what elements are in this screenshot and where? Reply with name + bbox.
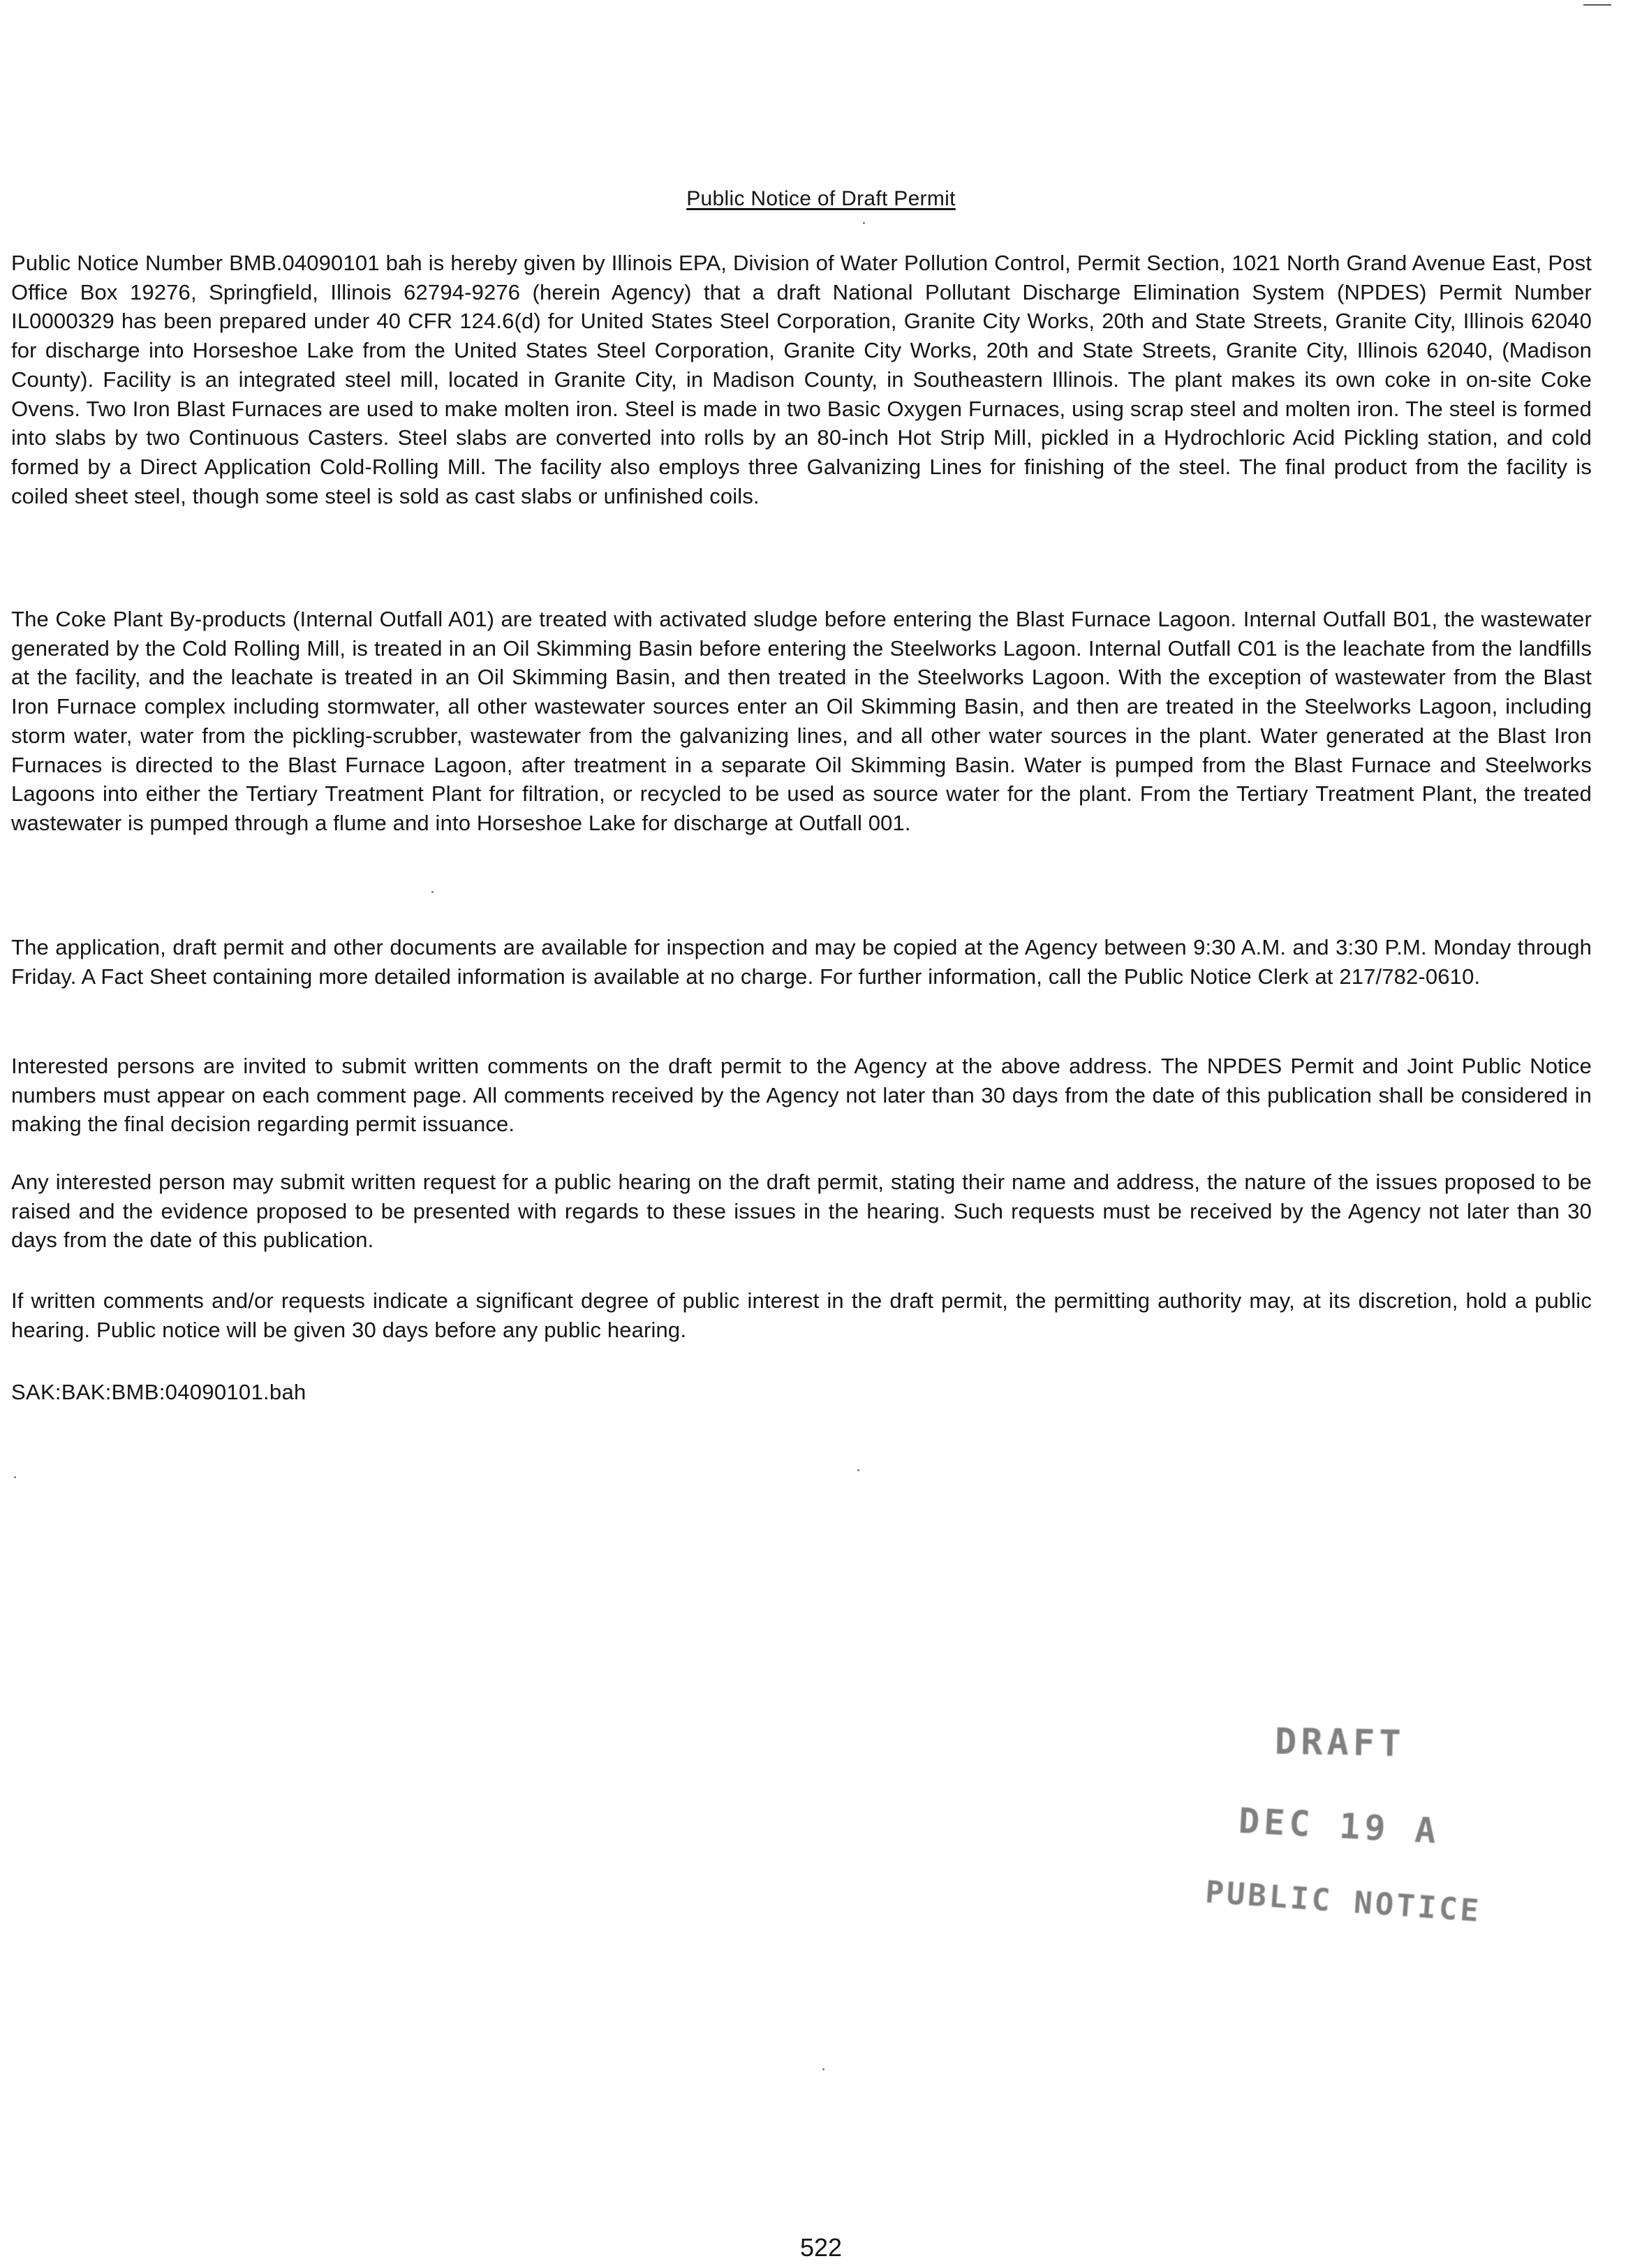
- scan-speck: [863, 222, 865, 224]
- notice-title: Public Notice of Draft Permit: [686, 187, 956, 210]
- reference-code: SAK:BAK:BMB:04090101.bah: [11, 1380, 306, 1404]
- paragraph-comments: Interested persons are invited to submit written comments on the draft permit to the Agency at the above address. The NPDES Permit and Joint Public Notice numbers must appear on each comment page. All comments received by the Agency not later than 30 days from the date of this publication shall be considered in making the final decision regarding permit issuance.: [11, 1054, 1592, 1137]
- scan-speck: [431, 891, 434, 893]
- scan-speck: [857, 1469, 859, 1471]
- stamp-public-notice: PUBLIC NOTICE: [1204, 1874, 1483, 1929]
- stamp-draft: DRAFT: [1274, 1721, 1406, 1765]
- paragraph-permit-description: Public Notice Number BMB.04090101 bah is hereby given by Illinois EPA, Division of Water Pollution Control, Permit Section, 1021 North Grand Avenue East, Post Office Box 19276, Springfield, Illinois 62794-9276 (herein Agency) that a draft National Pollutant Discharge Elimination System (NPDES) Permit Number IL0000329 has been prepared under 40 CFR 124.6(d) for United States Steel Corporation, Granite City Works, 20th and State Streets, Granite City, Illinois 62040 for discharge into Horseshoe Lake from the United States Steel Corporation, Granite City Works, 20th and State Streets, Granite City, Illinois 62040, (Madison County). Facility is an integrated steel mill, located in Granite City, in Madison County, in Southeastern Illinois. The plant makes its own coke in on-site Coke Ovens. Two Iron Blast Furnaces are used to make molten iron. Steel is made in two Basic Oxygen Furnaces, using scrap steel and molten iron. The steel is formed into slabs by two Continuous Casters. Steel slabs are converted into rolls by an 80-inch Hot Strip Mill, pickled in a Hydrochloric Acid Pickling station, and cold formed by a Direct Application Cold-Rolling Mill. The facility also employs three Galvanizing Lines for finishing of the steel. The final product from the facility is coiled sheet steel, though some steel is sold as cast slabs or unfinished coils.: [11, 251, 1592, 508]
- paragraph-outfall-description: The Coke Plant By-products (Internal Outfall A01) are treated with activated sludge before entering the Blast Furnace Lagoon. Internal Outfall B01, the wastewater generated by the Cold Rolling Mill, is treated in an Oil Skimming Basin before entering the Steelworks Lagoon. Internal Outfall C01 is the leachate from the landfills at the facility, and the leachate is treated in an Oil Skimming Basin, and then treated in the Steelworks Lagoon. With the exception of wastewater from the Blast Iron Furnace complex including stormwater, all other wastewater sources enter an Oil Skimming Basin, and then are treated in the Steelworks Lagoon, including storm water, water from the pickling-scrubber, wastewater from the galvanizing lines, and all other water sources in the plant. Water generated at the Blast Iron Furnaces is directed to the Blast Furnace Lagoon, after treatment in a separate Oil Skimming Basin. Water is pumped from the Blast Furnace and Steelworks Lagoons into either the Tertiary Treatment Plant for filtration, or recycled to be used as source water for the plant. From the Tertiary Treatment Plant, the treated wastewater is pumped through a flume and into Horseshoe Lake for discharge at Outfall 001.: [11, 607, 1592, 835]
- paragraph-hearing-request: Any interested person may submit written request for a public hearing on the draft permit, stating their name and address, the nature of the issues proposed to be raised and the evidence proposed to be presented with regards to these issues in the hearing. Such requests must be received by the Agency not later than 30 days from the date of this publication.: [11, 1170, 1592, 1253]
- paragraph-inspection-info: The application, draft permit and other documents are available for inspection and may be copied at the Agency between 9:30 A.M. and 3:30 P.M. Monday through Friday. A Fact Sheet containing more detailed information is available at no charge. For further information, call the Public Notice Clerk at 217/782-0610.: [11, 935, 1592, 989]
- scan-speck: [14, 1476, 16, 1478]
- stamp-date: DEC 19 A: [1237, 1800, 1442, 1852]
- paragraph-public-hearing: If written comments and/or requests indicate a significant degree of public interest in the draft permit, the permitting authority may, at its discretion, hold a public hearing. Public notice will be given 30 days before any public hearing.: [11, 1288, 1592, 1342]
- scan-speck: [822, 2068, 824, 2070]
- scan-corner-mark: [1583, 4, 1611, 6]
- page-number: 522: [799, 2233, 843, 2262]
